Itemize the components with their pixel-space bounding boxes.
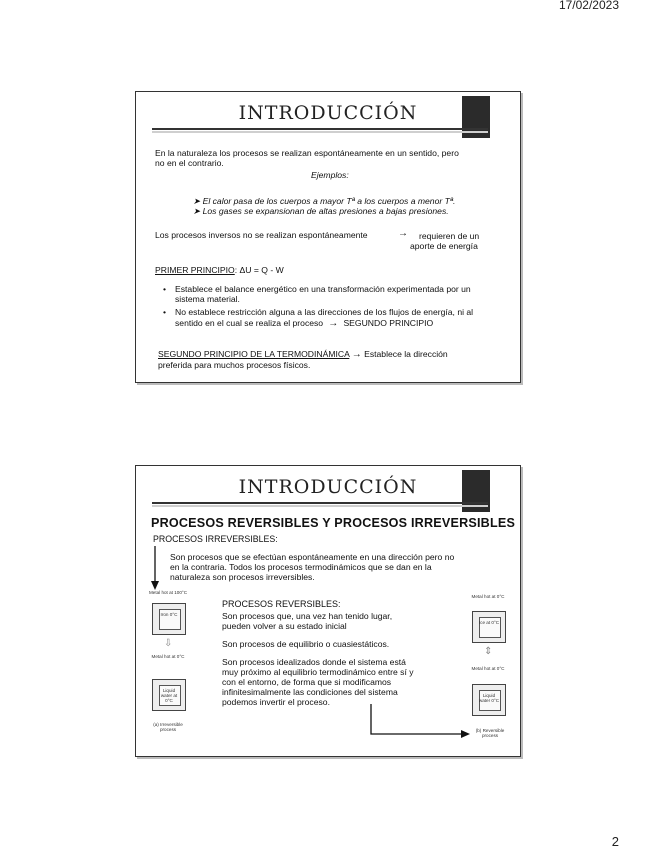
arrow-bullet-icon: ➤ xyxy=(193,196,203,206)
figure-label: Metal hot at 0°C xyxy=(471,666,505,671)
reversible-p3-line-4: infinitesimalmente las condiciones del sistema xyxy=(222,687,398,697)
title-rule-shadow xyxy=(152,505,488,507)
irreversible-line-1: Son procesos que se efectúan espontáneamente en una dirección pero no xyxy=(170,552,455,562)
examples-label: Ejemplos: xyxy=(311,170,349,180)
second-principle-label: SEGUNDO PRINCIPIO DE LA TERMODINÁMICA xyxy=(158,349,350,359)
title-rule-shadow xyxy=(152,131,488,133)
bullet-1-line-1: Establece el balance energético en una transformación experimentada por un xyxy=(175,284,471,294)
bullet-dot: • xyxy=(163,307,167,317)
down-arrow-icon: ⇩ xyxy=(164,638,173,649)
figure-label: Metal hot at 0°C xyxy=(151,654,185,659)
right-arrow-icon: → xyxy=(351,349,362,360)
first-principle-label: PRIMER PRINCIPIO xyxy=(155,265,235,275)
second-principle xyxy=(158,349,448,360)
reversible-p3-line-1: Son procesos idealizados donde el sistema está xyxy=(222,657,406,667)
header-date: 17/02/2023 xyxy=(558,0,619,12)
figure-label: Liquid water at 0°C xyxy=(160,688,178,703)
bullet-2-line-1: No establece restricción alguna a las direcciones de los flujos de energía, ni al xyxy=(175,307,474,317)
bullet-1-line-2: sistema material. xyxy=(175,294,240,304)
irreversible-line-3: naturaleza son procesos irreversibles. xyxy=(170,572,315,582)
first-principle xyxy=(155,265,284,275)
figure-label: Iron 0°C xyxy=(160,612,178,617)
figure-caption: (a) Irreversible process xyxy=(153,722,183,732)
slide-introduction-1 xyxy=(135,91,521,383)
inverse-result-line-1: requieren de un xyxy=(419,231,480,241)
reversible-p3-line-3: con el entorno, de forma que si modificamos xyxy=(222,677,392,687)
slide-title: INTRODUCCIÓN xyxy=(238,476,418,498)
slide-introduction-2 xyxy=(135,465,521,757)
intro-line-1: En la naturaleza los procesos se realizan espontáneamente en un sentido, pero xyxy=(155,148,459,158)
reversible-line-1: Son procesos que, una vez han tenido lugar, xyxy=(222,611,393,621)
title-rule xyxy=(152,502,488,504)
second-principle-text: Establece la dirección xyxy=(364,349,448,359)
intro-line-2: no en el contrario. xyxy=(155,158,224,168)
figure-label: Metal hot at 0°C xyxy=(471,594,505,599)
figure-container xyxy=(152,679,186,711)
slide-heading: PROCESOS REVERSIBLES Y PROCESOS IRREVERSIBLES xyxy=(151,516,516,530)
reversible-p3-line-2: muy próximo al equilibrio termodinámico entre sí y xyxy=(222,667,414,677)
reversible-line-3: Son procesos de equilibrio o cuasiestáticos. xyxy=(222,639,390,649)
reversible-line-2: pueden volver a su estado inicial xyxy=(222,621,347,631)
figure-label: Ice at 0°C xyxy=(478,620,500,625)
figure-caption: (b) Reversible process xyxy=(475,728,505,738)
inverse-processes-text: Los procesos inversos no se realizan espontáneamente xyxy=(155,230,368,240)
figure-container xyxy=(472,684,506,716)
figure-container xyxy=(152,603,186,635)
first-principle-formula: : ΔU = Q - W xyxy=(234,265,284,275)
inverse-result-line-2: aporte de energía xyxy=(410,241,478,251)
bullet-2-line-2: sentido en el cual se realiza el proceso → SEGUNDO PRINCIPIO xyxy=(175,318,434,329)
bullet-2-result: SEGUNDO PRINCIPIO xyxy=(343,318,434,328)
irreversible-line-2: en la contraria. Todos los procesos termodinámicos que se dan en la xyxy=(170,562,432,572)
arrow-bullet-icon: ➤ xyxy=(193,206,203,216)
figure-label: Liquid water 0°C xyxy=(478,693,500,703)
figure-container xyxy=(472,611,506,643)
second-principle-line-2: preferida para muchos procesos físicos. xyxy=(158,360,311,370)
example-2: ➤ Los gases se expansionan de altas presiones a bajas presiones. xyxy=(193,206,449,216)
reversible-label: PROCESOS REVERSIBLES: xyxy=(222,599,341,609)
slide-title: INTRODUCCIÓN xyxy=(238,102,418,124)
page-number: 2 xyxy=(611,834,619,849)
bullet-dot: • xyxy=(163,284,167,294)
right-arrow-icon: → xyxy=(325,318,342,329)
up-down-arrow-icon: ⇕ xyxy=(484,646,493,657)
elbow-arrow-icon xyxy=(366,704,476,740)
figure-label: Metal hot at 100°C xyxy=(148,590,188,595)
title-rule xyxy=(152,128,488,130)
reversible-p3-line-5: podemos invertir el proceso. xyxy=(222,697,330,707)
right-arrow-icon: → xyxy=(398,228,408,239)
example-1: ➤ El calor pasa de los cuerpos a mayor Tª a los cuerpos a menor Tª. xyxy=(193,196,456,206)
irreversible-label: PROCESOS IRREVERSIBLES: xyxy=(153,534,278,544)
down-arrow-icon xyxy=(150,546,160,591)
